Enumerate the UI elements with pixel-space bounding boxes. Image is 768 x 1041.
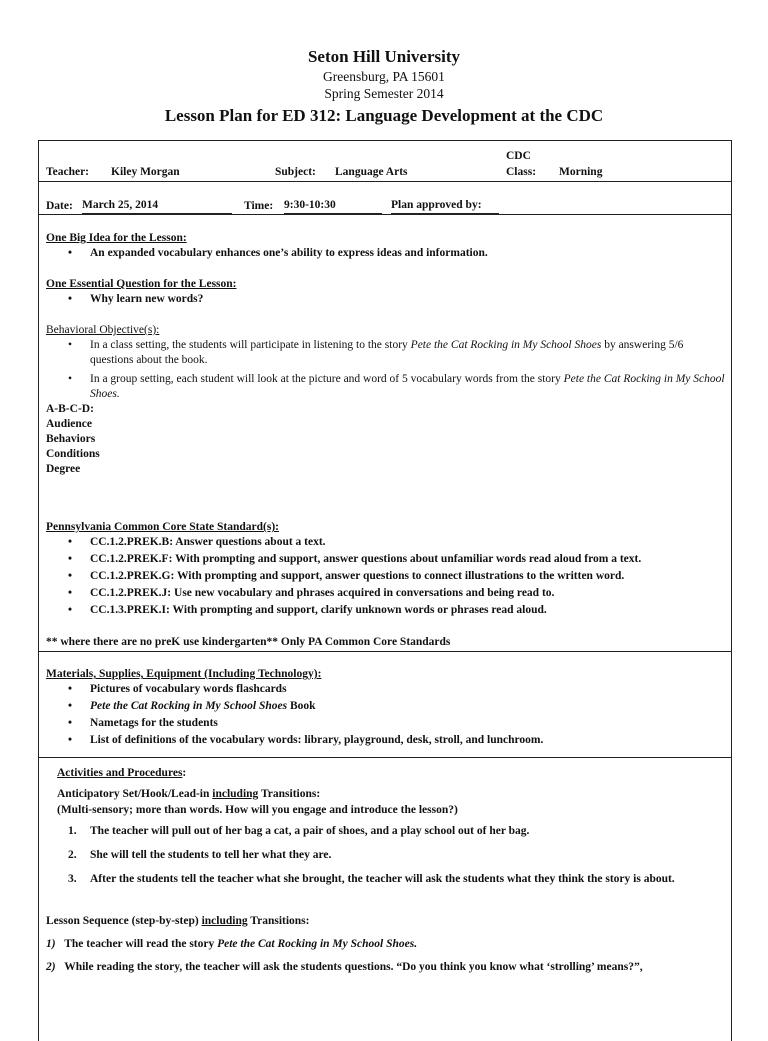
material-item: Nametags for the students — [90, 717, 218, 729]
big-idea-title: One Big Idea for the Lesson: — [46, 232, 187, 244]
abcd-behaviors: Behaviors — [46, 433, 96, 445]
date-label: Date: — [46, 200, 73, 212]
objective-1-b: by answering 5/6 questions about the book. — [90, 339, 684, 366]
list-item: 2. She will tell the students to tell her what they are. — [68, 849, 332, 861]
list-item: • In a class setting, the students will participate in listening to the story Pete the Cat Rocking in My School Shoes by answering 5/6 questions about the book. — [68, 339, 684, 366]
anticipatory-note: (Multi-sensory; more than words. How will you engage and introduce the lesson?) — [57, 804, 458, 816]
sequence-1-number: 1) — [46, 938, 56, 950]
step-text: After the students tell the teacher what she brought, the teacher will ask the students what they think the story is about. — [90, 873, 675, 885]
objective-1-book: Pete the Cat Rocking in My School Shoes — [410, 339, 602, 351]
row-divider — [38, 757, 732, 758]
standard-item: CC.1.2.PREK.B: Answer questions about a text. — [90, 536, 326, 548]
material-book-rest: Book — [287, 700, 316, 712]
anticipatory-including: including — [212, 788, 259, 800]
anticipatory-a: Anticipatory Set/Hook/Lead-in — [57, 788, 213, 800]
semester: Spring Semester 2014 — [324, 86, 444, 101]
sequence-including: including — [201, 915, 248, 927]
teacher-name: Kiley Morgan — [111, 166, 180, 178]
list-item: • Why learn new words? — [68, 293, 204, 305]
big-idea-item: An expanded vocabulary enhances one’s ability to express ideas and information. — [90, 247, 488, 259]
objectives-title — [46, 323, 159, 337]
list-item: • List of definitions of the vocabulary words: library, playground, desk, stroll, and lunchroom. — [68, 734, 544, 746]
activities-title-text: Activities and Procedures — [57, 767, 183, 779]
list-item: 3. After the students tell the teacher what she brought, the teacher will ask the students what they think the story is about. — [68, 873, 675, 885]
university-location: Greensburg, PA 15601 — [323, 69, 445, 84]
objectives-title-text: Behavioral Objective(s): — [46, 324, 160, 336]
sequence-b: Transitions: — [247, 915, 310, 927]
essential-question-list — [46, 292, 726, 309]
abcd-list — [46, 402, 100, 477]
list-item: • Pictures of vocabulary words flashcards — [68, 683, 287, 695]
abcd-degree: Degree — [46, 463, 81, 475]
objective-1-a: In a class setting, the students will participate in listening to the story — [90, 339, 411, 351]
standards-title: Pennsylvania Common Core State Standard(s): — [46, 521, 279, 533]
standard-item: CC.1.2.PREK.G: With prompting and support, answer questions to connect illustrations to the written word. — [90, 570, 625, 582]
teacher-label: Teacher: — [46, 166, 90, 178]
objective-2-a: In a group setting, each student will look at the picture and word of 5 vocabulary words from the story — [90, 373, 564, 385]
class-value: Morning — [559, 166, 603, 178]
cdc-label: CDC — [506, 150, 531, 162]
document-header — [0, 46, 768, 128]
abcd-conditions: Conditions — [46, 448, 100, 460]
list-item: • CC.1.2.PREK.B: Answer questions about a text. — [68, 536, 326, 548]
standard-item: CC.1.2.PREK.F: With prompting and support, answer questions about unfamiliar words read aloud from a text. — [90, 553, 642, 565]
standards-note: ** where there are no preK use kindergarten** Only PA Common Core Standards — [46, 636, 451, 648]
activities-title — [57, 766, 186, 780]
list-item: • CC.1.2.PREK.G: With prompting and support, answer questions to connect illustrations to the written word. — [68, 570, 625, 582]
list-item: • Pete the Cat Rocking in My School Shoes Book — [68, 700, 316, 712]
abcd-heading: A-B-C-D: — [46, 403, 94, 415]
materials-title: Materials, Supplies, Equipment (Including Technology): — [46, 668, 322, 680]
anticipatory-steps — [56, 820, 726, 890]
sequence-step-2 — [46, 960, 643, 974]
anticipatory-heading — [57, 787, 320, 801]
row-divider — [38, 214, 732, 215]
time-value: 9:30-10:30 — [284, 198, 382, 214]
row-divider — [38, 181, 732, 182]
lesson-plan-title: Lesson Plan for ED 312: Language Development at the CDC — [164, 106, 604, 125]
list-item: • In a group setting, each student will look at the picture and word of 5 vocabulary words from the story Pete the Cat Rocking in My School Shoes. — [68, 373, 725, 400]
essential-question-item: Why learn new words? — [90, 293, 204, 305]
sequence-1-text: The teacher will read the story — [64, 938, 218, 950]
sequence-step-1 — [46, 937, 417, 951]
material-item: Pictures of vocabulary words flashcards — [90, 683, 287, 695]
class-label: Class: — [506, 166, 537, 178]
sequence-1-book: Pete the Cat Rocking in My School Shoes. — [217, 938, 418, 950]
sequence-a: Lesson Sequence (step-by-step) — [46, 915, 202, 927]
standard-item: CC.1.3.PREK.I: With prompting and support, clarify unknown words or phrases read aloud. — [90, 604, 547, 616]
subject-value: Language Arts — [335, 166, 408, 178]
anticipatory-b: Transitions: — [258, 788, 321, 800]
step-text: The teacher will pull out of her bag a cat, a pair of shoes, and a play school out of her bag. — [90, 825, 530, 837]
list-item: • CC.1.2.PREK.J: Use new vocabulary and phrases acquired in conversations and being read to. — [68, 587, 555, 599]
time-label: Time: — [244, 200, 274, 212]
materials-list — [46, 682, 726, 750]
objective-2-book: Pete the Cat Rocking in My School Shoes. — [90, 373, 725, 400]
list-item: • An expanded vocabulary enhances one’s ability to express ideas and information. — [68, 247, 488, 259]
list-item: • Nametags for the students — [68, 717, 218, 729]
abcd-audience: Audience — [46, 418, 92, 430]
material-book-title: Pete the Cat Rocking in My School Shoes — [90, 700, 288, 712]
university-name: Seton Hill University — [307, 47, 461, 66]
list-item: • CC.1.3.PREK.I: With prompting and support, clarify unknown words or phrases read aloud. — [68, 604, 547, 616]
activities-title-colon: : — [182, 767, 187, 779]
date-value: March 25, 2014 — [82, 198, 232, 214]
standards-list — [46, 535, 726, 620]
list-item: 1. The teacher will pull out of her bag a cat, a pair of shoes, and a play school out of her bag. — [68, 825, 530, 837]
objectives-list — [46, 338, 726, 404]
step-text: She will tell the students to tell her what they are. — [90, 849, 332, 861]
material-item: List of definitions of the vocabulary words: library, playground, desk, stroll, and lunchroom. — [90, 734, 544, 746]
list-item: • CC.1.2.PREK.F: With prompting and support, answer questions about unfamiliar words read aloud from a text. — [68, 553, 642, 565]
standard-item: CC.1.2.PREK.J: Use new vocabulary and phrases acquired in conversations and being read to. — [90, 587, 555, 599]
essential-question-title: One Essential Question for the Lesson: — [46, 278, 237, 290]
sequence-heading — [46, 914, 310, 928]
big-idea-list — [46, 246, 726, 263]
row-divider — [38, 651, 732, 652]
sequence-2-number: 2) — [46, 961, 56, 973]
approved-label: Plan approved by: — [391, 198, 499, 214]
sequence-2-text: While reading the story, the teacher will ask the students questions. “Do you think you know what ‘strolling’ means?”, — [64, 961, 643, 973]
subject-label: Subject: — [275, 166, 316, 178]
